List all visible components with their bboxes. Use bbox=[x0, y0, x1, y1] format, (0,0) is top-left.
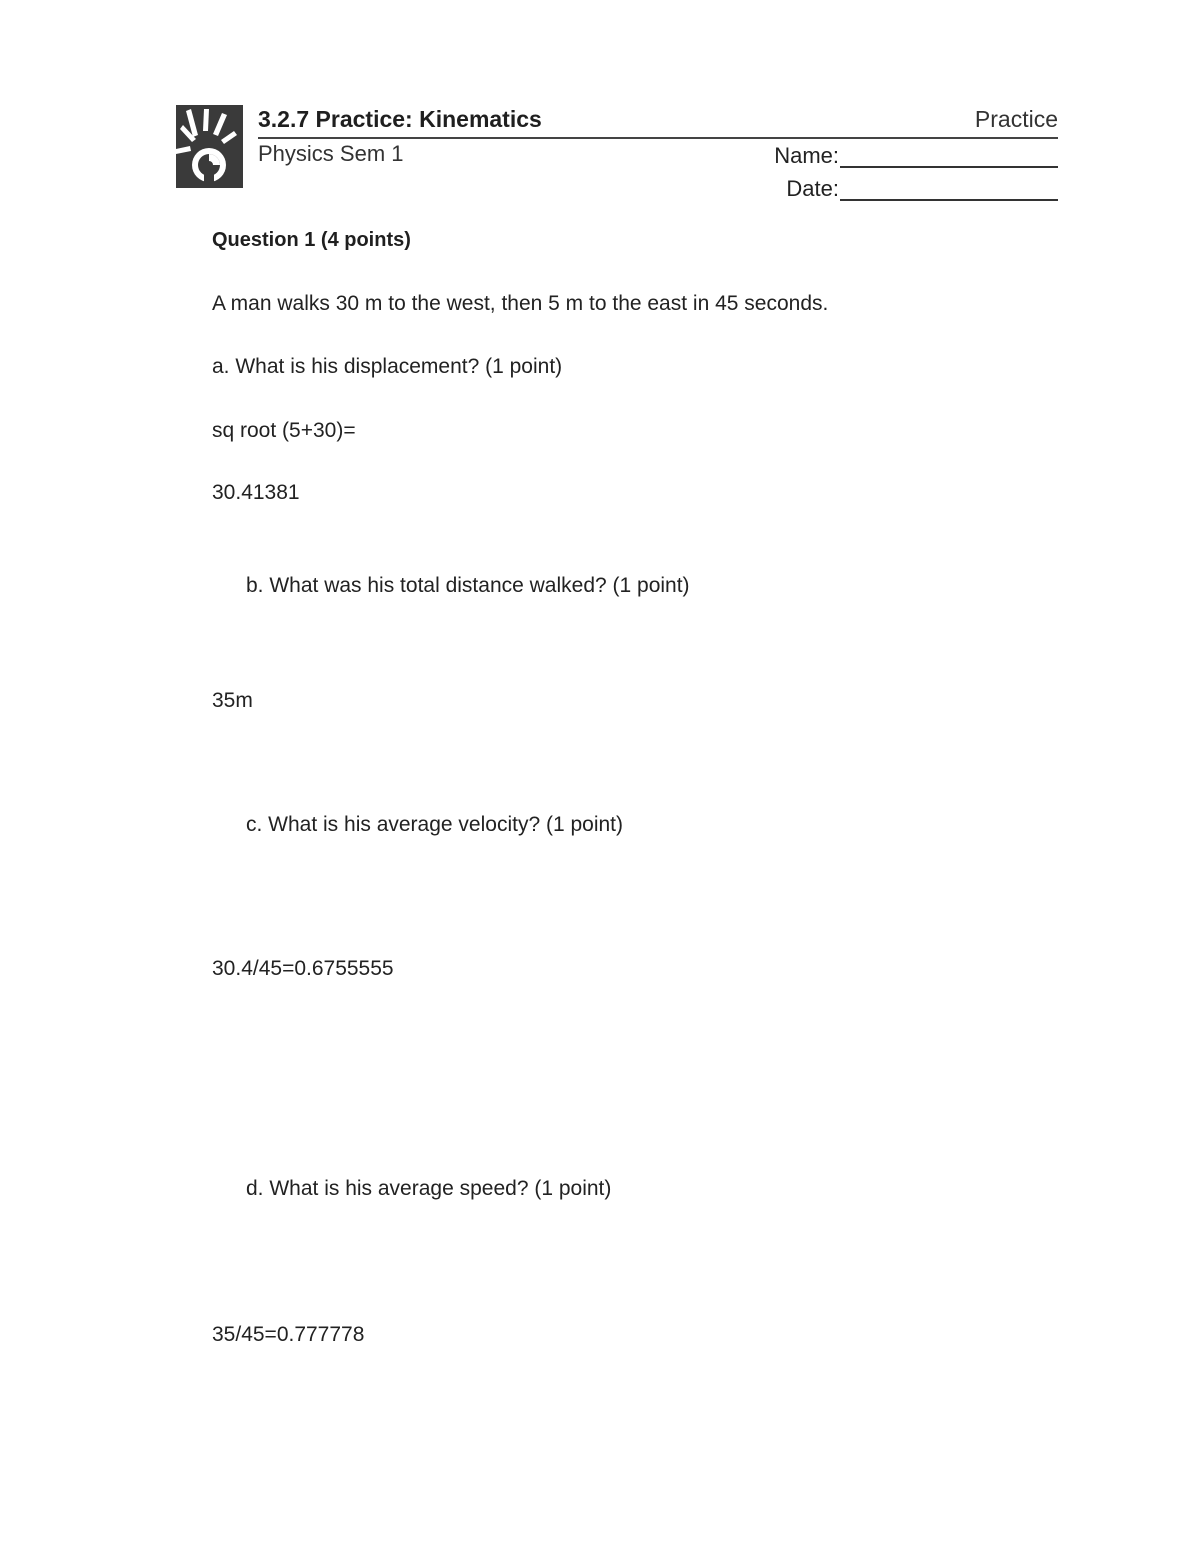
part-b-answer: 35m bbox=[212, 689, 253, 712]
question-heading: Question 1 (4 points) bbox=[212, 229, 411, 251]
part-b-question: b. What was his total distance walked? (1 point) bbox=[246, 574, 690, 597]
part-c-question: c. What is his average velocity? (1 point) bbox=[246, 813, 623, 836]
question-prompt: A man walks 30 m to the west, then 5 m to the east in 45 seconds. bbox=[212, 292, 829, 315]
course-name: Physics Sem 1 bbox=[258, 141, 404, 166]
name-label: Name: bbox=[774, 143, 839, 168]
part-d-question: d. What is his average speed? (1 point) bbox=[246, 1177, 612, 1200]
part-d-answer: 35/45=0.777778 bbox=[212, 1323, 365, 1346]
date-field[interactable] bbox=[786, 176, 1058, 202]
part-c-answer: 30.4/45=0.6755555 bbox=[212, 957, 394, 980]
page-title: 3.2.7 Practice: Kinematics bbox=[258, 106, 542, 132]
date-label: Date: bbox=[786, 176, 839, 201]
sunburst-logo-icon bbox=[176, 105, 243, 188]
document-type-label: Practice bbox=[974, 106, 1058, 132]
part-a-answer-line-1: sq root (5+30)= bbox=[212, 419, 356, 442]
part-a-question: a. What is his displacement? (1 point) bbox=[212, 355, 563, 378]
header-divider bbox=[258, 137, 1058, 139]
name-field[interactable] bbox=[774, 143, 1058, 169]
part-a-answer-line-2: 30.41381 bbox=[212, 481, 300, 504]
name-blank-line[interactable] bbox=[840, 166, 1058, 168]
date-blank-line[interactable] bbox=[840, 199, 1058, 201]
